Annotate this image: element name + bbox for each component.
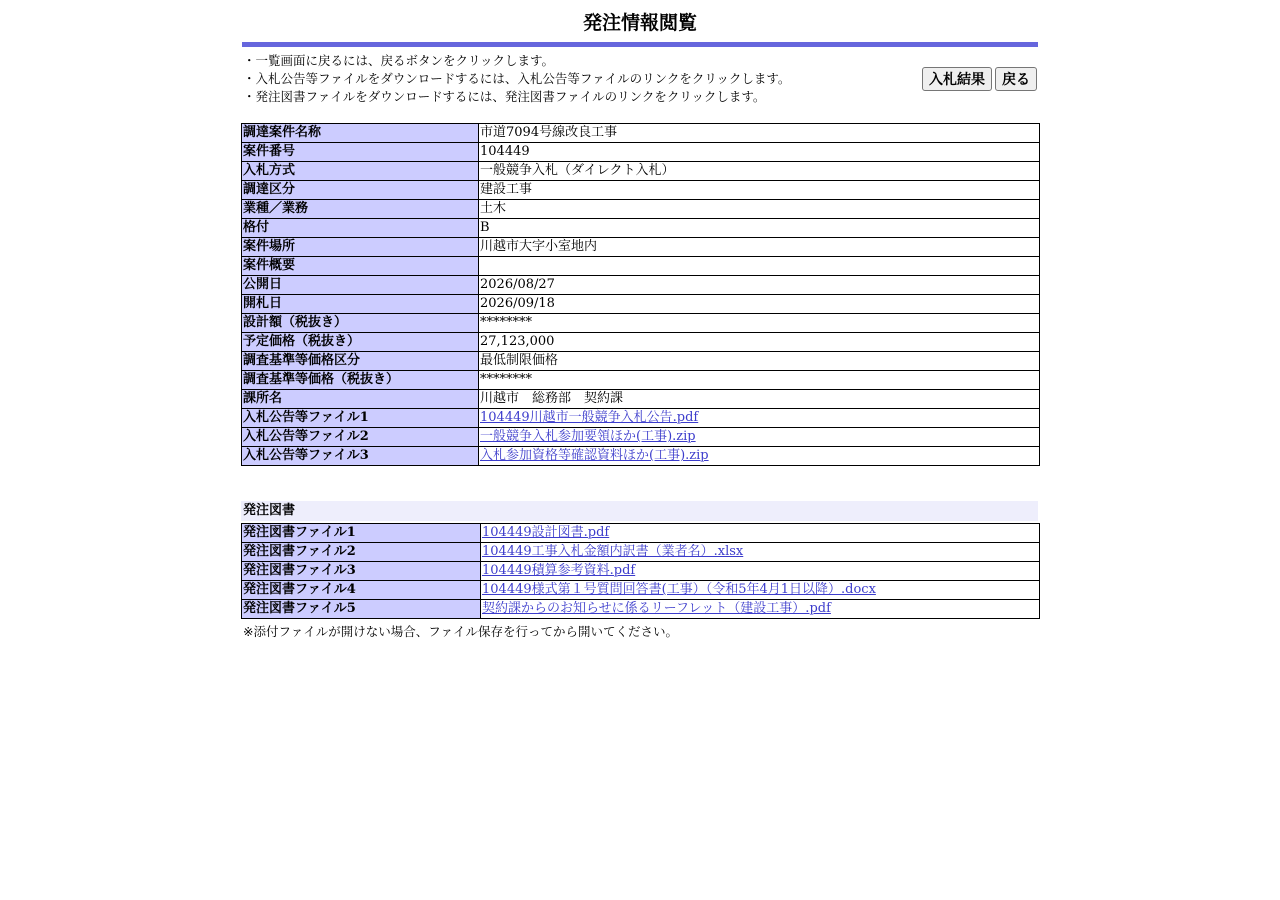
file-download-link[interactable]: 一般競争入札参加要領ほか(工事).zip: [480, 429, 696, 444]
field-value-cell: [479, 124, 1040, 143]
field-value-cell: [479, 219, 1040, 238]
field-value: 市道7094号線改良工事: [480, 125, 618, 140]
field-value: 川越市大字小室地内: [480, 239, 598, 254]
file-download-link[interactable]: 104449工事入札金額内訳書（業者名）.xlsx: [482, 544, 744, 559]
help-area: [241, 52, 1039, 116]
table-row: [242, 238, 1040, 257]
field-label: 入札公告等ファイル1: [242, 409, 479, 428]
help-list: [241, 52, 1039, 106]
field-value-cell: [481, 524, 1040, 543]
table-row: [242, 543, 1040, 562]
help-item: ・発注図書ファイルをダウンロードするには、発注図書ファイルのリンクをクリックします。: [243, 89, 766, 104]
field-label: 調査基準等価格区分: [242, 352, 479, 371]
page-container: [241, 0, 1039, 641]
field-value-cell: [479, 314, 1040, 333]
table-row: [242, 276, 1040, 295]
field-label: 発注図書ファイル1: [242, 524, 481, 543]
table-row: [242, 428, 1040, 447]
table-row: [242, 409, 1040, 428]
table-row: [242, 581, 1040, 600]
field-label: 入札方式: [242, 162, 479, 181]
table-row: [242, 295, 1040, 314]
table-row: [242, 257, 1040, 276]
field-value-cell: [479, 143, 1040, 162]
table-row: [242, 314, 1040, 333]
table-row: [242, 124, 1040, 143]
field-value-cell: [479, 371, 1040, 390]
field-label: 発注図書ファイル3: [242, 562, 481, 581]
table-row: [242, 162, 1040, 181]
drawings-section-heading: 発注図書: [241, 501, 1038, 521]
table-row: [242, 600, 1040, 619]
attachment-note: ※添付ファイルが開けない場合、ファイル保存を行ってから開いてください。: [243, 624, 678, 639]
field-value-cell: [479, 390, 1040, 409]
field-label: 案件場所: [242, 238, 479, 257]
file-download-link[interactable]: 104449川越市一般競争入札公告.pdf: [480, 410, 699, 425]
action-buttons: [922, 67, 1037, 91]
field-value-cell: [479, 409, 1040, 428]
field-label: 入札公告等ファイル2: [242, 428, 479, 447]
field-label: 課所名: [242, 390, 479, 409]
field-value: 27,123,000: [480, 334, 555, 349]
table-row: [242, 447, 1040, 466]
help-item: ・入札公告等ファイルをダウンロードするには、入札公告等ファイルのリンクをクリックします。: [243, 71, 791, 86]
field-value: B: [480, 220, 490, 235]
title-divider: [242, 42, 1038, 47]
drawings-table: [241, 523, 1040, 619]
field-value: ********: [480, 315, 532, 330]
table-row: [242, 333, 1040, 352]
field-label: 案件番号: [242, 143, 479, 162]
field-value-cell: [479, 257, 1040, 276]
field-label: 発注図書ファイル5: [242, 600, 481, 619]
table-row: [242, 371, 1040, 390]
field-value: 2026/08/27: [480, 277, 555, 292]
table-row: [242, 390, 1040, 409]
field-value: ********: [480, 372, 532, 387]
field-label: 案件概要: [242, 257, 479, 276]
page-title: 発注情報閲覧: [582, 12, 697, 34]
field-label: 発注図書ファイル2: [242, 543, 481, 562]
field-value-cell: [479, 200, 1040, 219]
file-download-link[interactable]: 契約課からのお知らせに係るリーフレット（建設工事）.pdf: [482, 601, 831, 616]
file-download-link[interactable]: 104449設計図書.pdf: [482, 525, 610, 540]
table-row: [242, 143, 1040, 162]
field-value-cell: [479, 162, 1040, 181]
field-value: 川越市 総務部 契約課: [480, 391, 624, 406]
field-value-cell: [479, 276, 1040, 295]
field-value: 104449: [480, 144, 530, 159]
table-row: [242, 524, 1040, 543]
field-value-cell: [479, 295, 1040, 314]
field-value: 土木: [480, 201, 507, 216]
table-row: [242, 200, 1040, 219]
file-download-link[interactable]: 104449積算参考資料.pdf: [482, 563, 636, 578]
field-value: 一般競争入札（ダイレクト入札）: [480, 163, 675, 178]
table-row: [242, 352, 1040, 371]
field-label: 調達区分: [242, 181, 479, 200]
table-row: [242, 181, 1040, 200]
field-value-cell: [479, 428, 1040, 447]
table-row: [242, 219, 1040, 238]
file-download-link[interactable]: 入札参加資格等確認資料ほか(工事).zip: [480, 448, 709, 463]
table-row: [242, 562, 1040, 581]
field-label: 入札公告等ファイル3: [242, 447, 479, 466]
field-value-cell: [481, 562, 1040, 581]
field-value: 建設工事: [480, 182, 533, 197]
field-value-cell: [481, 543, 1040, 562]
field-value-cell: [479, 238, 1040, 257]
field-label: 予定価格（税抜き）: [242, 333, 479, 352]
field-label: 発注図書ファイル4: [242, 581, 481, 600]
field-value: 最低制限価格: [480, 353, 559, 368]
field-value-cell: [481, 600, 1040, 619]
field-label: 設計額（税抜き）: [242, 314, 479, 333]
field-value-cell: [479, 447, 1040, 466]
field-label: 開札日: [242, 295, 479, 314]
file-download-link[interactable]: 104449様式第１号質問回答書(工事）（令和5年4月1日以降）.docx: [482, 582, 876, 597]
field-value-cell: [479, 352, 1040, 371]
bid-results-button[interactable]: 入札結果: [922, 67, 992, 91]
field-label: 調達案件名称: [242, 124, 479, 143]
field-label: 格付: [242, 219, 479, 238]
field-label: 調査基準等価格（税抜き）: [242, 371, 479, 390]
field-value: 2026/09/18: [480, 296, 555, 311]
back-button[interactable]: 戻る: [995, 67, 1037, 91]
field-value-cell: [481, 581, 1040, 600]
field-label: 業種／業務: [242, 200, 479, 219]
help-item: ・一覧画面に戻るには、戻るボタンをクリックします。: [243, 53, 555, 68]
order-info-table: [241, 123, 1040, 466]
field-value-cell: [479, 333, 1040, 352]
field-label: 公開日: [242, 276, 479, 295]
field-value-cell: [479, 181, 1040, 200]
